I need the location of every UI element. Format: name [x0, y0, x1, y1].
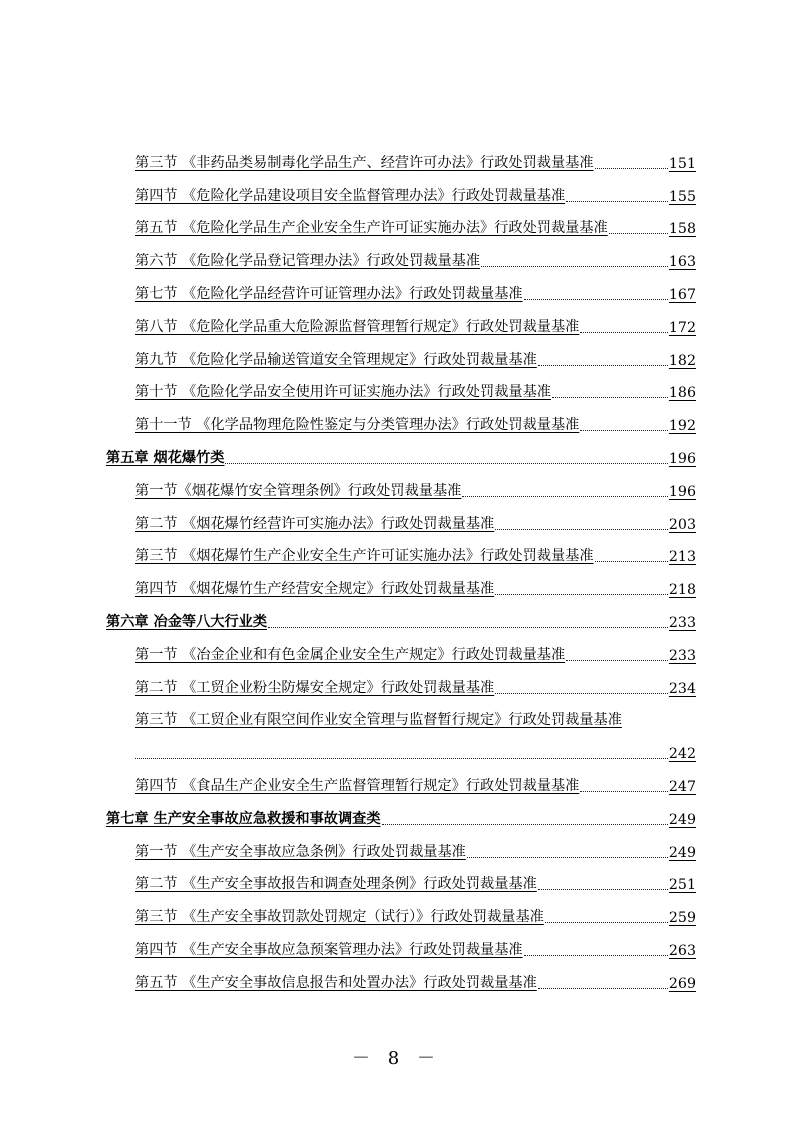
toc-entry-page: 172 [668, 319, 696, 336]
toc-dot-leader [595, 561, 668, 562]
toc-section-entry[interactable] [135, 336, 696, 369]
toc-entry-label: 第六章 冶金等八大行业类 [106, 613, 268, 630]
toc-section-entry[interactable] [135, 697, 696, 763]
toc-dot-leader [609, 233, 668, 234]
toc-section-entry[interactable] [135, 664, 696, 697]
toc-entry-page: 151 [668, 155, 696, 172]
toc-dot-leader [268, 627, 668, 628]
toc-dot-leader [580, 332, 668, 333]
toc-section-entry[interactable] [135, 401, 696, 434]
toc-section-entry[interactable] [135, 762, 696, 795]
toc-entry-label: 第七节 《危险化学品经营许可证管理办法》行政处罚裁量基准 [135, 285, 523, 302]
toc-entry-page: 155 [668, 188, 696, 205]
toc-dot-leader [545, 922, 668, 923]
toc-entry-label: 第四节 《生产安全事故应急预案管理办法》行政处罚裁量基准 [135, 941, 523, 958]
toc-entry-label: 第七章 生产安全事故应急救援和事故调查类 [106, 810, 381, 827]
toc-section-entry[interactable] [135, 959, 696, 992]
toc-dot-leader [495, 693, 668, 694]
toc-dot-leader [552, 397, 668, 398]
toc-entry-page: 182 [668, 352, 696, 369]
toc-entry-page: 251 [668, 877, 696, 894]
toc-section-entry[interactable] [135, 533, 696, 566]
toc-entry-label: 第三节 《工贸企业有限空间作业安全管理与监督暂行规定》行政处罚裁量基准 [135, 712, 622, 729]
toc-entry-page: 186 [668, 385, 696, 402]
toc-entry-page: 233 [668, 614, 696, 631]
toc-entry-label: 第一节 《生产安全事故应急条例》行政处罚裁量基准 [135, 843, 466, 860]
toc-entry-label: 第四节 《烟花爆竹生产经营安全规定》行政处罚裁量基准 [135, 581, 495, 598]
toc-dot-leader [225, 463, 667, 464]
toc-dot-leader [524, 955, 668, 956]
toc-section-entry[interactable] [135, 369, 696, 402]
page-number: － 8 － [352, 1048, 441, 1069]
toc-entry-label: 第一节《烟花爆竹安全管理条例》行政处罚裁量基准 [135, 482, 462, 499]
toc-section-entry[interactable] [135, 828, 696, 861]
toc-chapter-entry[interactable] [106, 598, 696, 631]
toc-entry-label: 第十节 《危险化学品安全使用许可证实施办法》行政处罚裁量基准 [135, 384, 551, 401]
toc-dot-leader [580, 430, 668, 431]
toc-dot-leader [495, 529, 668, 530]
toc-section-entry[interactable] [135, 172, 696, 205]
toc-entry-label: 第五节 《危险化学品生产企业安全生产许可证实施办法》行政处罚裁量基准 [135, 220, 608, 237]
toc-entry-page: 249 [668, 844, 696, 861]
toc-entry-label: 第四节 《危险化学品建设项目安全监督管理办法》行政处罚裁量基准 [135, 187, 566, 204]
toc-section-entry[interactable] [135, 139, 696, 172]
toc-section-entry[interactable] [135, 270, 696, 303]
toc-entry-label: 第三节 《生产安全事故罚款处罚规定（试行）》行政处罚裁量基准 [135, 909, 544, 926]
toc-entry-page: 259 [668, 910, 696, 927]
toc-dot-leader [595, 168, 668, 169]
toc-section-entry[interactable] [135, 893, 696, 926]
toc-entry-label: 第三节 《非药品类易制毒化学品生产、经营许可办法》行政处罚裁量基准 [135, 154, 594, 171]
toc-entry-label: 第二节 《工贸企业粉尘防爆安全规定》行政处罚裁量基准 [135, 679, 495, 696]
toc-entry-page: 192 [668, 418, 696, 435]
toc-entry-page: 269 [668, 975, 696, 992]
toc-section-entry[interactable] [135, 926, 696, 959]
toc-entry-page: 213 [668, 549, 696, 566]
toc-dot-leader [135, 758, 668, 759]
toc-chapter-entry[interactable] [106, 434, 696, 467]
toc-entry-page: 218 [668, 582, 696, 599]
toc-section-entry[interactable] [135, 631, 696, 664]
toc-entry-label: 第九节 《危险化学品输送管道安全管理规定》行政处罚裁量基准 [135, 351, 537, 368]
toc-section-entry[interactable] [135, 500, 696, 533]
toc-chapter-entry[interactable] [106, 795, 696, 828]
table-of-contents [106, 139, 696, 992]
toc-entry-page: 233 [668, 647, 696, 664]
toc-entry-label: 第二节 《生产安全事故报告和调查处理条例》行政处罚裁量基准 [135, 876, 537, 893]
toc-dot-leader [566, 660, 668, 661]
toc-entry-page: 196 [668, 450, 696, 467]
toc-entry-page: 242 [668, 746, 696, 763]
toc-dot-leader [495, 594, 668, 595]
toc-entry-label: 第六节 《危险化学品登记管理办法》行政处罚裁量基准 [135, 253, 481, 270]
toc-entry-label: 第五章 烟花爆竹类 [106, 449, 225, 466]
toc-entry-page: 163 [668, 254, 696, 271]
toc-entry-page: 158 [668, 221, 696, 238]
toc-section-entry[interactable] [135, 303, 696, 336]
toc-entry-label: 第四节 《食品生产企业安全生产监督管理暂行规定》行政处罚裁量基准 [135, 777, 580, 794]
toc-entry-page: 203 [668, 516, 696, 533]
toc-section-entry[interactable] [135, 861, 696, 894]
toc-entry-page: 247 [668, 778, 696, 795]
toc-section-entry[interactable] [135, 205, 696, 238]
toc-dot-leader [538, 889, 668, 890]
toc-entry-label: 第一节 《冶金企业和有色金属企业安全生产规定》行政处罚裁量基准 [135, 646, 566, 663]
toc-section-entry[interactable] [135, 467, 696, 500]
toc-entry-label: 第二节 《烟花爆竹经营许可实施办法》行政处罚裁量基准 [135, 515, 495, 532]
toc-dot-leader [580, 791, 668, 792]
toc-dot-leader [382, 824, 668, 825]
toc-entry-page: 249 [668, 811, 696, 828]
toc-entry-page: 167 [668, 286, 696, 303]
toc-entry-label: 第五节 《生产安全事故信息报告和处置办法》行政处罚裁量基准 [135, 974, 537, 991]
toc-dot-leader [467, 857, 668, 858]
toc-entry-page: 263 [668, 942, 696, 959]
toc-entry-page: 234 [668, 680, 696, 697]
toc-entry-label: 第八节 《危险化学品重大危险源监督管理暂行规定》行政处罚裁量基准 [135, 318, 580, 335]
toc-entry-label: 第十一节 《化学品物理危险性鉴定与分类管理办法》行政处罚裁量基准 [135, 417, 580, 434]
toc-dot-leader [538, 988, 668, 989]
toc-section-entry[interactable] [135, 565, 696, 598]
toc-dot-leader [481, 266, 668, 267]
toc-entry-label: 第三节 《烟花爆竹生产企业安全生产许可证实施办法》行政处罚裁量基准 [135, 548, 594, 565]
toc-dot-leader [462, 496, 668, 497]
toc-section-entry[interactable] [135, 237, 696, 270]
toc-dot-leader [538, 365, 668, 366]
toc-dot-leader [566, 201, 668, 202]
toc-dot-leader [524, 299, 668, 300]
toc-entry-page: 196 [668, 483, 696, 500]
